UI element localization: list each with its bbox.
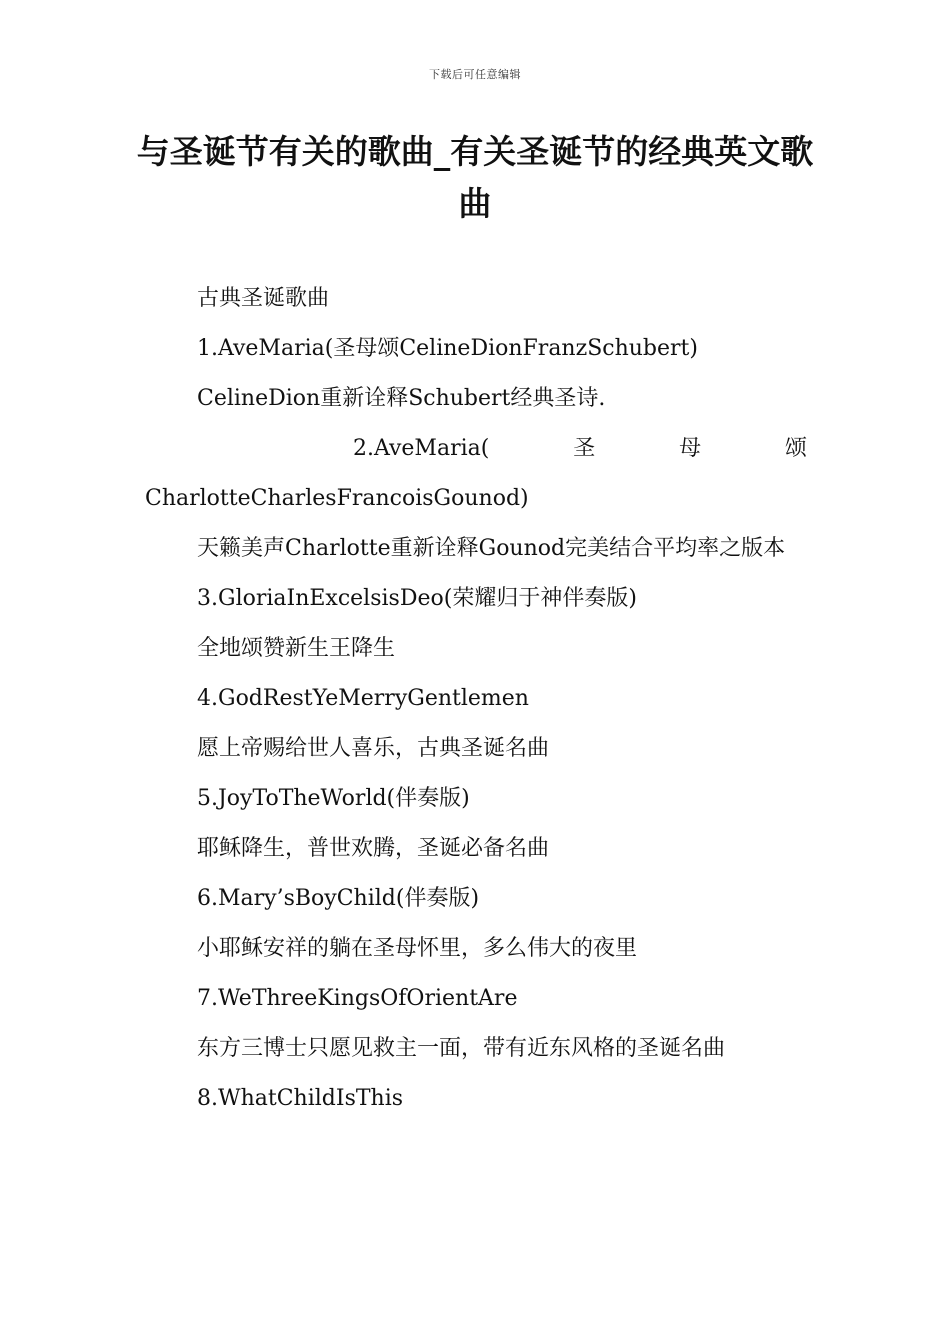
paragraph-song-5: 5.JoyToTheWorld(伴奏版) [197, 786, 470, 811]
paragraph-song-5-desc: 耶稣降生，普世欢腾，圣诞必备名曲 [197, 836, 550, 861]
paragraph-song-3-desc: 全地颂赞新生王降生 [197, 636, 396, 661]
paragraph-song-2-desc: 天籁美声Charlotte重新诠释Gounod完美结合平均率之版本 [197, 536, 786, 561]
song-2-part-1: 2.AveMaria( [353, 436, 490, 461]
paragraph-song-7-desc: 东方三博士只愿见救主一面，带有近东风格的圣诞名曲 [197, 1036, 726, 1061]
song-2-part-3: 母 [679, 436, 702, 461]
document-title: 与圣诞节有关的歌曲_有关圣诞节的经典英文歌曲 [136, 132, 814, 223]
paragraph-song-4: 4.GodRestYeMerryGentlemen [197, 686, 529, 711]
song-2-line-2: CharlotteCharlesFrancoisGounod) [145, 486, 529, 511]
paragraph-song-1: 1.AveMaria(圣母颂CelineDionFranzSchubert) [197, 336, 698, 361]
song-2-part-4: 颂 [784, 436, 807, 461]
paragraph-song-7: 7.WeThreeKingsOfOrientAre [197, 986, 518, 1011]
paragraph-song-2 [145, 424, 807, 524]
paragraph-song-8: 8.WhatChildIsThis [197, 1086, 404, 1111]
paragraph-song-1-desc: CelineDion重新诠释Schubert经典圣诗. [197, 386, 606, 411]
page-header-note: 下载后可任意编辑 [429, 68, 521, 81]
paragraph-section-heading: 古典圣诞歌曲 [197, 286, 330, 311]
song-2-part-2: 圣 [573, 436, 596, 461]
document-body [145, 274, 807, 1124]
paragraph-song-6-desc: 小耶稣安祥的躺在圣母怀里，多么伟大的夜里 [197, 936, 638, 961]
song-2-line-1 [145, 424, 807, 474]
paragraph-song-3: 3.GloriaInExcelsisDeo(荣耀归于神伴奏版) [197, 586, 637, 611]
paragraph-song-4-desc: 愿上帝赐给世人喜乐，古典圣诞名曲 [197, 736, 550, 761]
paragraph-song-6: 6.Mary’sBoyChild(伴奏版) [197, 886, 480, 911]
